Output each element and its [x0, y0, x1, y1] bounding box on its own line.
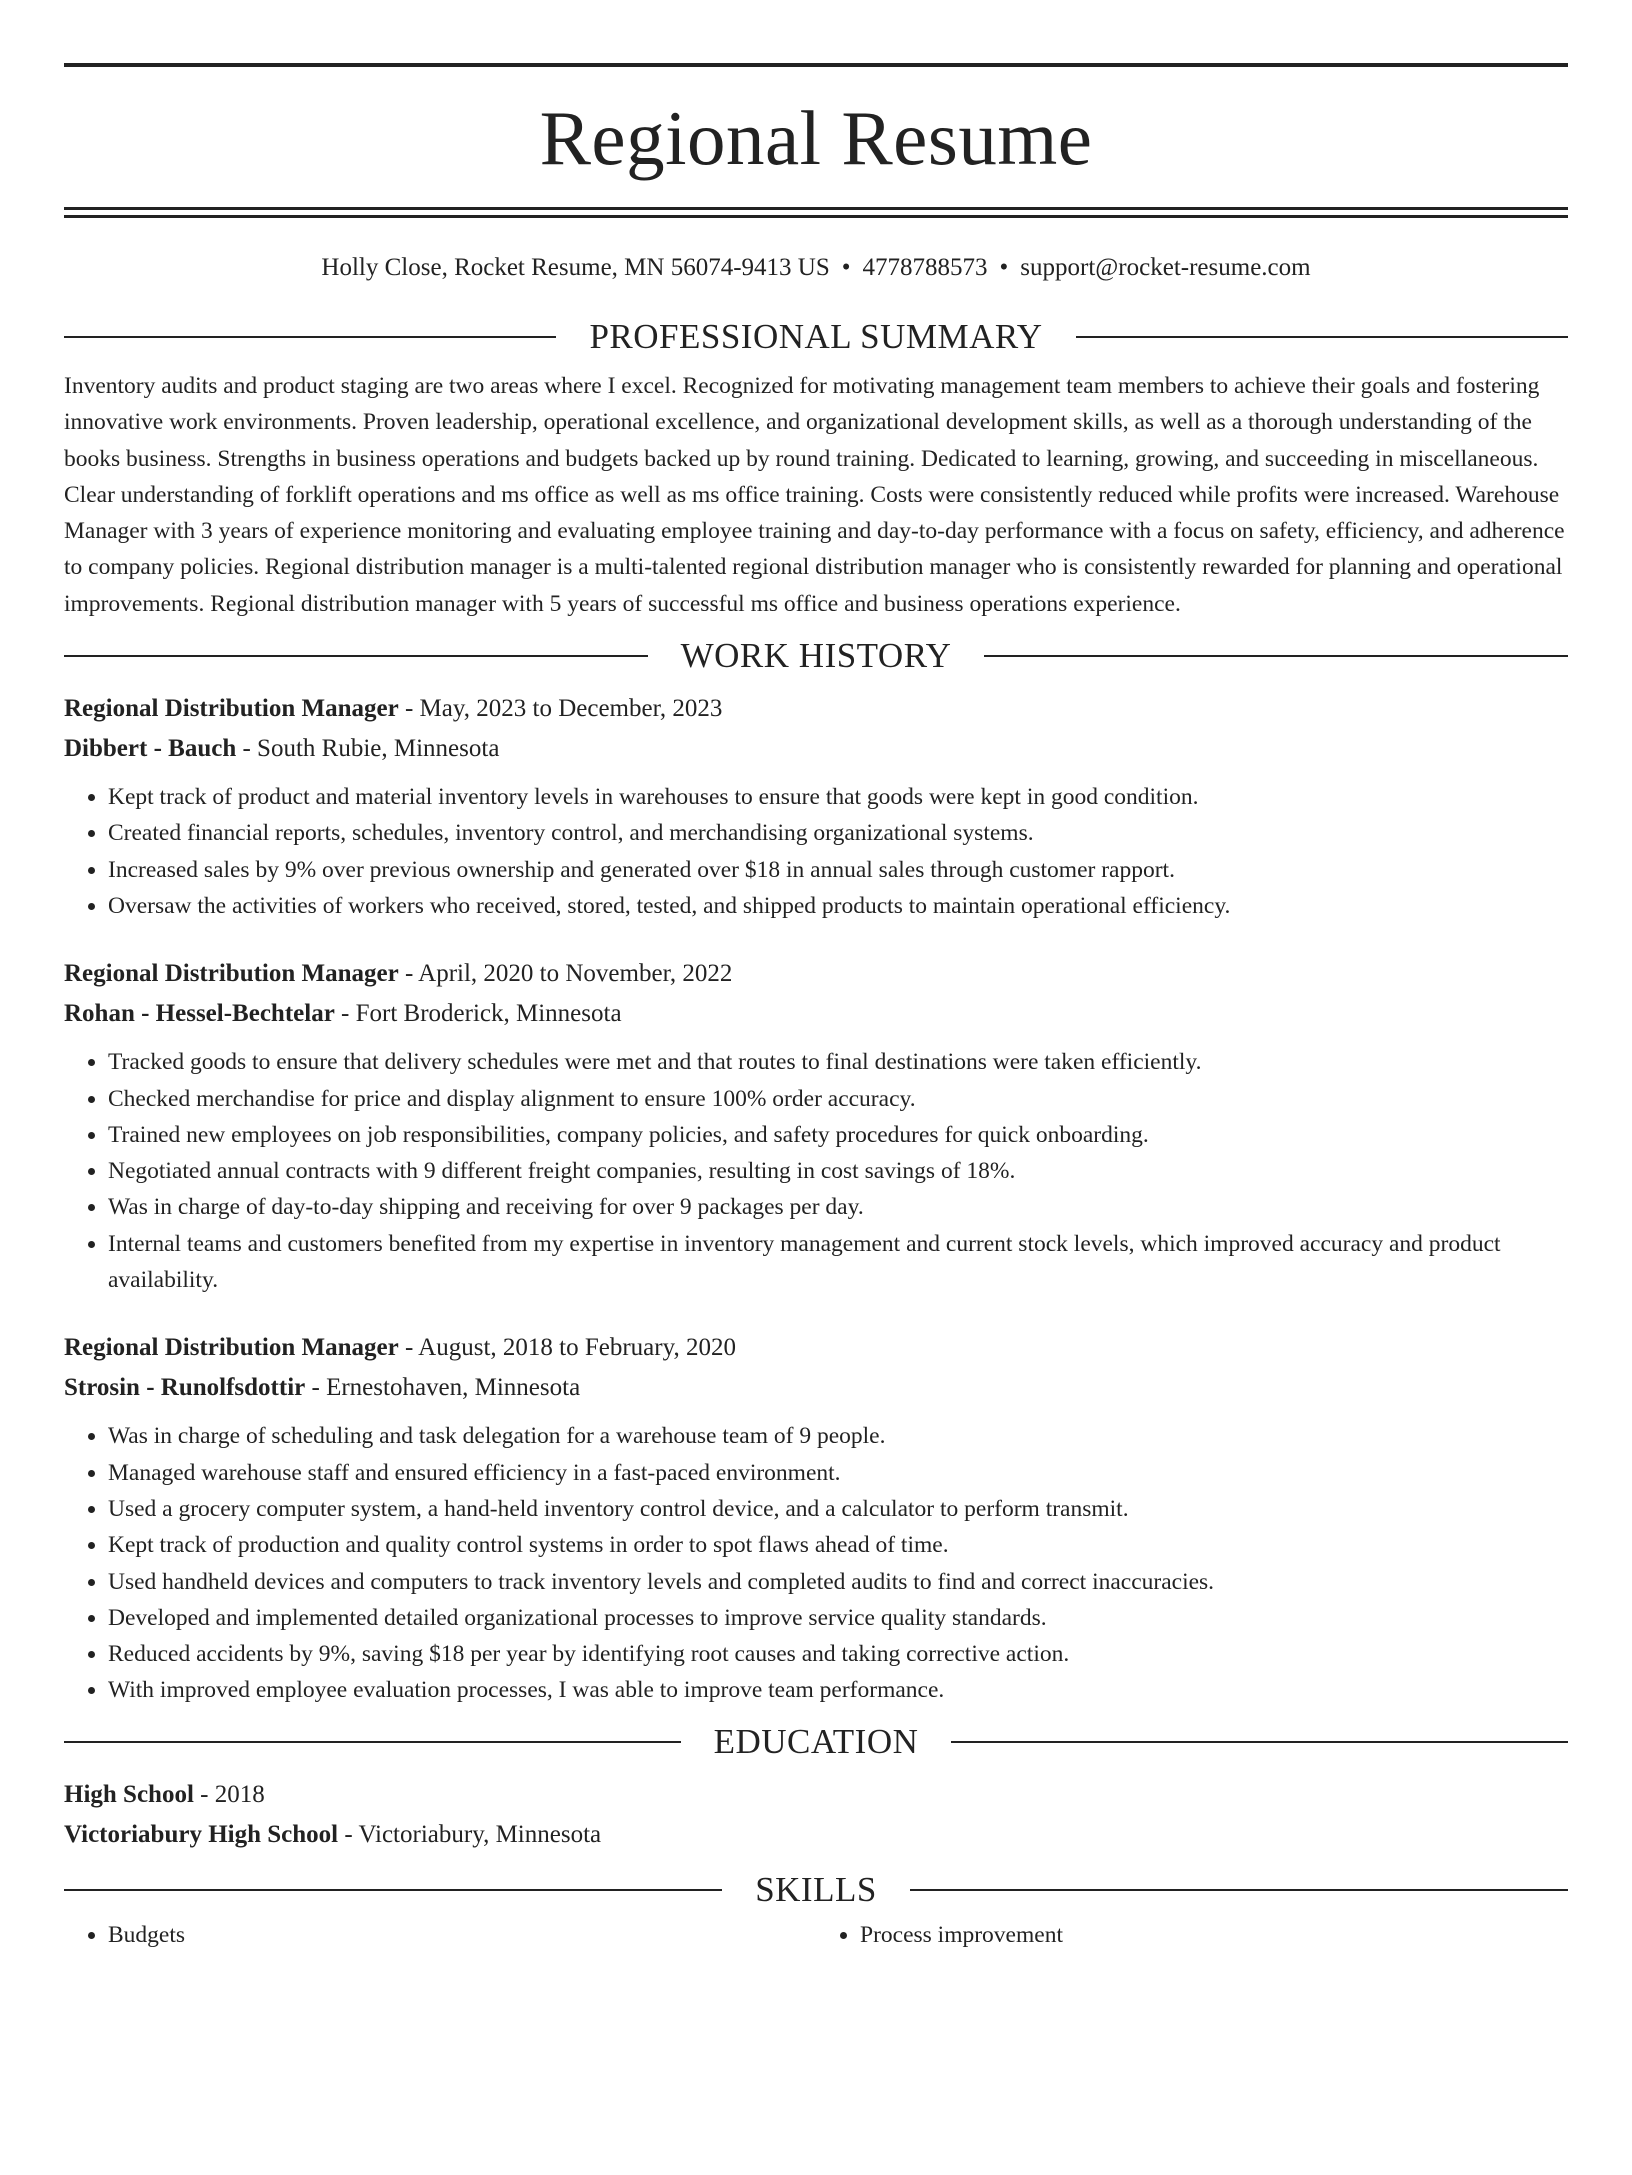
section-heading-label: WORK HISTORY — [680, 636, 952, 676]
list-item: • Increased sales by 9% over previous ownership and generated over $18 in annual sales through customer rapport. — [108, 852, 1568, 888]
heading-rule — [910, 1889, 1568, 1891]
summary-text: Inventory audits and product staging are two areas where I excel. Recognized for motivating management team members to achieve their goals and fostering innovative work environments. Proven leadership, operational excellence, and organizational development skills, as well as a thorough understanding of the books business. Strengths in business operations and budgets backed up by round training. Dedicated to learning, growing, and succeeding in miscellaneous. Clear understanding of forklift operations and ms office as well as ms office training. Costs were consistently reduced while profits were increased. Warehouse Manager with 3 years of experience monitoring and evaluating employee training and day-to-day performance with a focus on safety, efficiency, and adherence to company policies. Regional distribution manager is a multi-talented regional distribution manager who is consistently rewarded for planning and operational improvements. Regional distribution manager with 5 years of successful ms office and business operations experience. — [64, 373, 1565, 617]
job-entry — [64, 1328, 1568, 1708]
skills-grid — [64, 1911, 1568, 1953]
list-item: • Developed and implemented detailed organizational processes to improve service quality standards. — [108, 1600, 1568, 1636]
job-dates: - April, 2020 to November, 2022 — [398, 960, 733, 988]
contact-email: support@rocket-resume.com — [1020, 254, 1311, 281]
job-company: Rohan - Hessel-Bechtelar — [64, 1000, 335, 1028]
job-bullets — [64, 1418, 1568, 1708]
job-company: Dibbert - Bauch — [64, 735, 237, 763]
education-degree-line — [64, 1775, 1568, 1815]
list-item: • Internal teams and customers benefited from my expertise in inventory management and current stock levels, which improved accuracy and product availability. — [108, 1226, 1568, 1299]
heading-rule — [984, 655, 1568, 657]
section-heading-summary — [64, 316, 1568, 358]
job-company-line — [64, 994, 1568, 1034]
skill-item: • Budgets — [108, 1917, 816, 1953]
resume-title: Regional Resume — [539, 95, 1093, 181]
job-company: Strosin - Runolfsdottir — [64, 1374, 306, 1402]
job-location: - South Rubie, Minnesota — [236, 735, 500, 763]
skill-item: • Process improvement — [860, 1917, 1568, 1953]
contact-line — [64, 252, 1568, 284]
list-item: • With improved employee evaluation processes, I was able to improve team performance. — [108, 1672, 1568, 1708]
resume-page — [0, 63, 1632, 2175]
heading-rule — [1076, 336, 1568, 338]
education-school: Victoriabury High School — [64, 1820, 339, 1848]
job-title: Regional Distribution Manager — [64, 695, 399, 723]
list-item: • Kept track of product and material inventory levels in warehouses to ensure that goods were kept in good condition. — [108, 779, 1568, 815]
education-year: - 2018 — [193, 1780, 265, 1808]
list-item: • Tracked goods to ensure that delivery schedules were met and that routes to final destinations were taken efficiently. — [108, 1044, 1568, 1080]
job-title: Regional Distribution Manager — [64, 960, 399, 988]
skills-column-left — [64, 1917, 816, 1953]
section-heading-label: EDUCATION — [713, 1721, 919, 1761]
education-degree: High School — [64, 1780, 194, 1808]
section-heading-skills — [64, 1869, 1568, 1911]
section-heading-label: PROFESSIONAL SUMMARY — [589, 317, 1043, 356]
job-location: - Fort Broderick, Minnesota — [334, 1000, 622, 1028]
title-double-rule — [64, 207, 1568, 218]
job-title-line — [64, 1328, 1568, 1368]
contact-separator: • — [999, 254, 1009, 281]
education-school-line — [64, 1815, 1568, 1855]
top-rule — [64, 63, 1568, 67]
list-item: • Created financial reports, schedules, inventory control, and merchandising organizational systems. — [108, 815, 1568, 851]
job-dates: - May, 2023 to December, 2023 — [398, 695, 723, 723]
list-item: • Oversaw the activities of workers who received, stored, tested, and shipped products to maintain operational efficiency. — [108, 888, 1568, 924]
job-entry — [64, 954, 1568, 1298]
contact-address: Holly Close, Rocket Resume, MN 56074-9413 US — [321, 254, 830, 281]
section-heading-work-history — [64, 635, 1568, 677]
education-location: - Victoriabury, Minnesota — [338, 1820, 602, 1848]
list-item: • Negotiated annual contracts with 9 different freight companies, resulting in cost savings of 18%. — [108, 1153, 1568, 1189]
job-title-line — [64, 689, 1568, 729]
list-item: • Was in charge of day-to-day shipping and receiving for over 9 packages per day. — [108, 1189, 1568, 1225]
list-item: • Used handheld devices and computers to track inventory levels and completed audits to find and correct inaccuracies. — [108, 1564, 1568, 1600]
heading-rule — [64, 655, 648, 657]
list-item: • Reduced accidents by 9%, saving $18 per year by identifying root causes and taking corrective action. — [108, 1636, 1568, 1672]
job-title: Regional Distribution Manager — [64, 1334, 399, 1362]
section-heading-education — [64, 1721, 1568, 1763]
list-item: • Checked merchandise for price and display alignment to ensure 100% order accuracy. — [108, 1081, 1568, 1117]
job-location: - Ernestohaven, Minnesota — [305, 1374, 581, 1402]
job-bullets — [64, 1044, 1568, 1298]
heading-rule — [64, 1741, 681, 1743]
heading-rule — [64, 1889, 722, 1891]
skills-column-right — [816, 1917, 1568, 1953]
list-item: • Kept track of production and quality control systems in order to spot flaws ahead of time. — [108, 1527, 1568, 1563]
job-bullets — [64, 779, 1568, 924]
list-item: • Used a grocery computer system, a hand-held inventory control device, and a calculator to perform transmit. — [108, 1491, 1568, 1527]
job-dates: - August, 2018 to February, 2020 — [398, 1334, 736, 1362]
list-item: • Managed warehouse staff and ensured efficiency in a fast-paced environment. — [108, 1455, 1568, 1491]
section-heading-label: SKILLS — [755, 1869, 877, 1909]
heading-rule — [951, 1741, 1568, 1743]
job-entry — [64, 689, 1568, 924]
list-item: • Trained new employees on job responsibilities, company policies, and safety procedures for quick onboarding. — [108, 1117, 1568, 1153]
heading-rule — [64, 336, 556, 338]
list-item: • Was in charge of scheduling and task delegation for a warehouse team of 9 people. — [108, 1418, 1568, 1454]
job-company-line — [64, 729, 1568, 769]
education-entry — [64, 1775, 1568, 1855]
contact-phone: 4778788573 — [862, 254, 988, 281]
job-company-line — [64, 1368, 1568, 1408]
contact-separator: • — [841, 254, 851, 281]
job-title-line — [64, 954, 1568, 994]
